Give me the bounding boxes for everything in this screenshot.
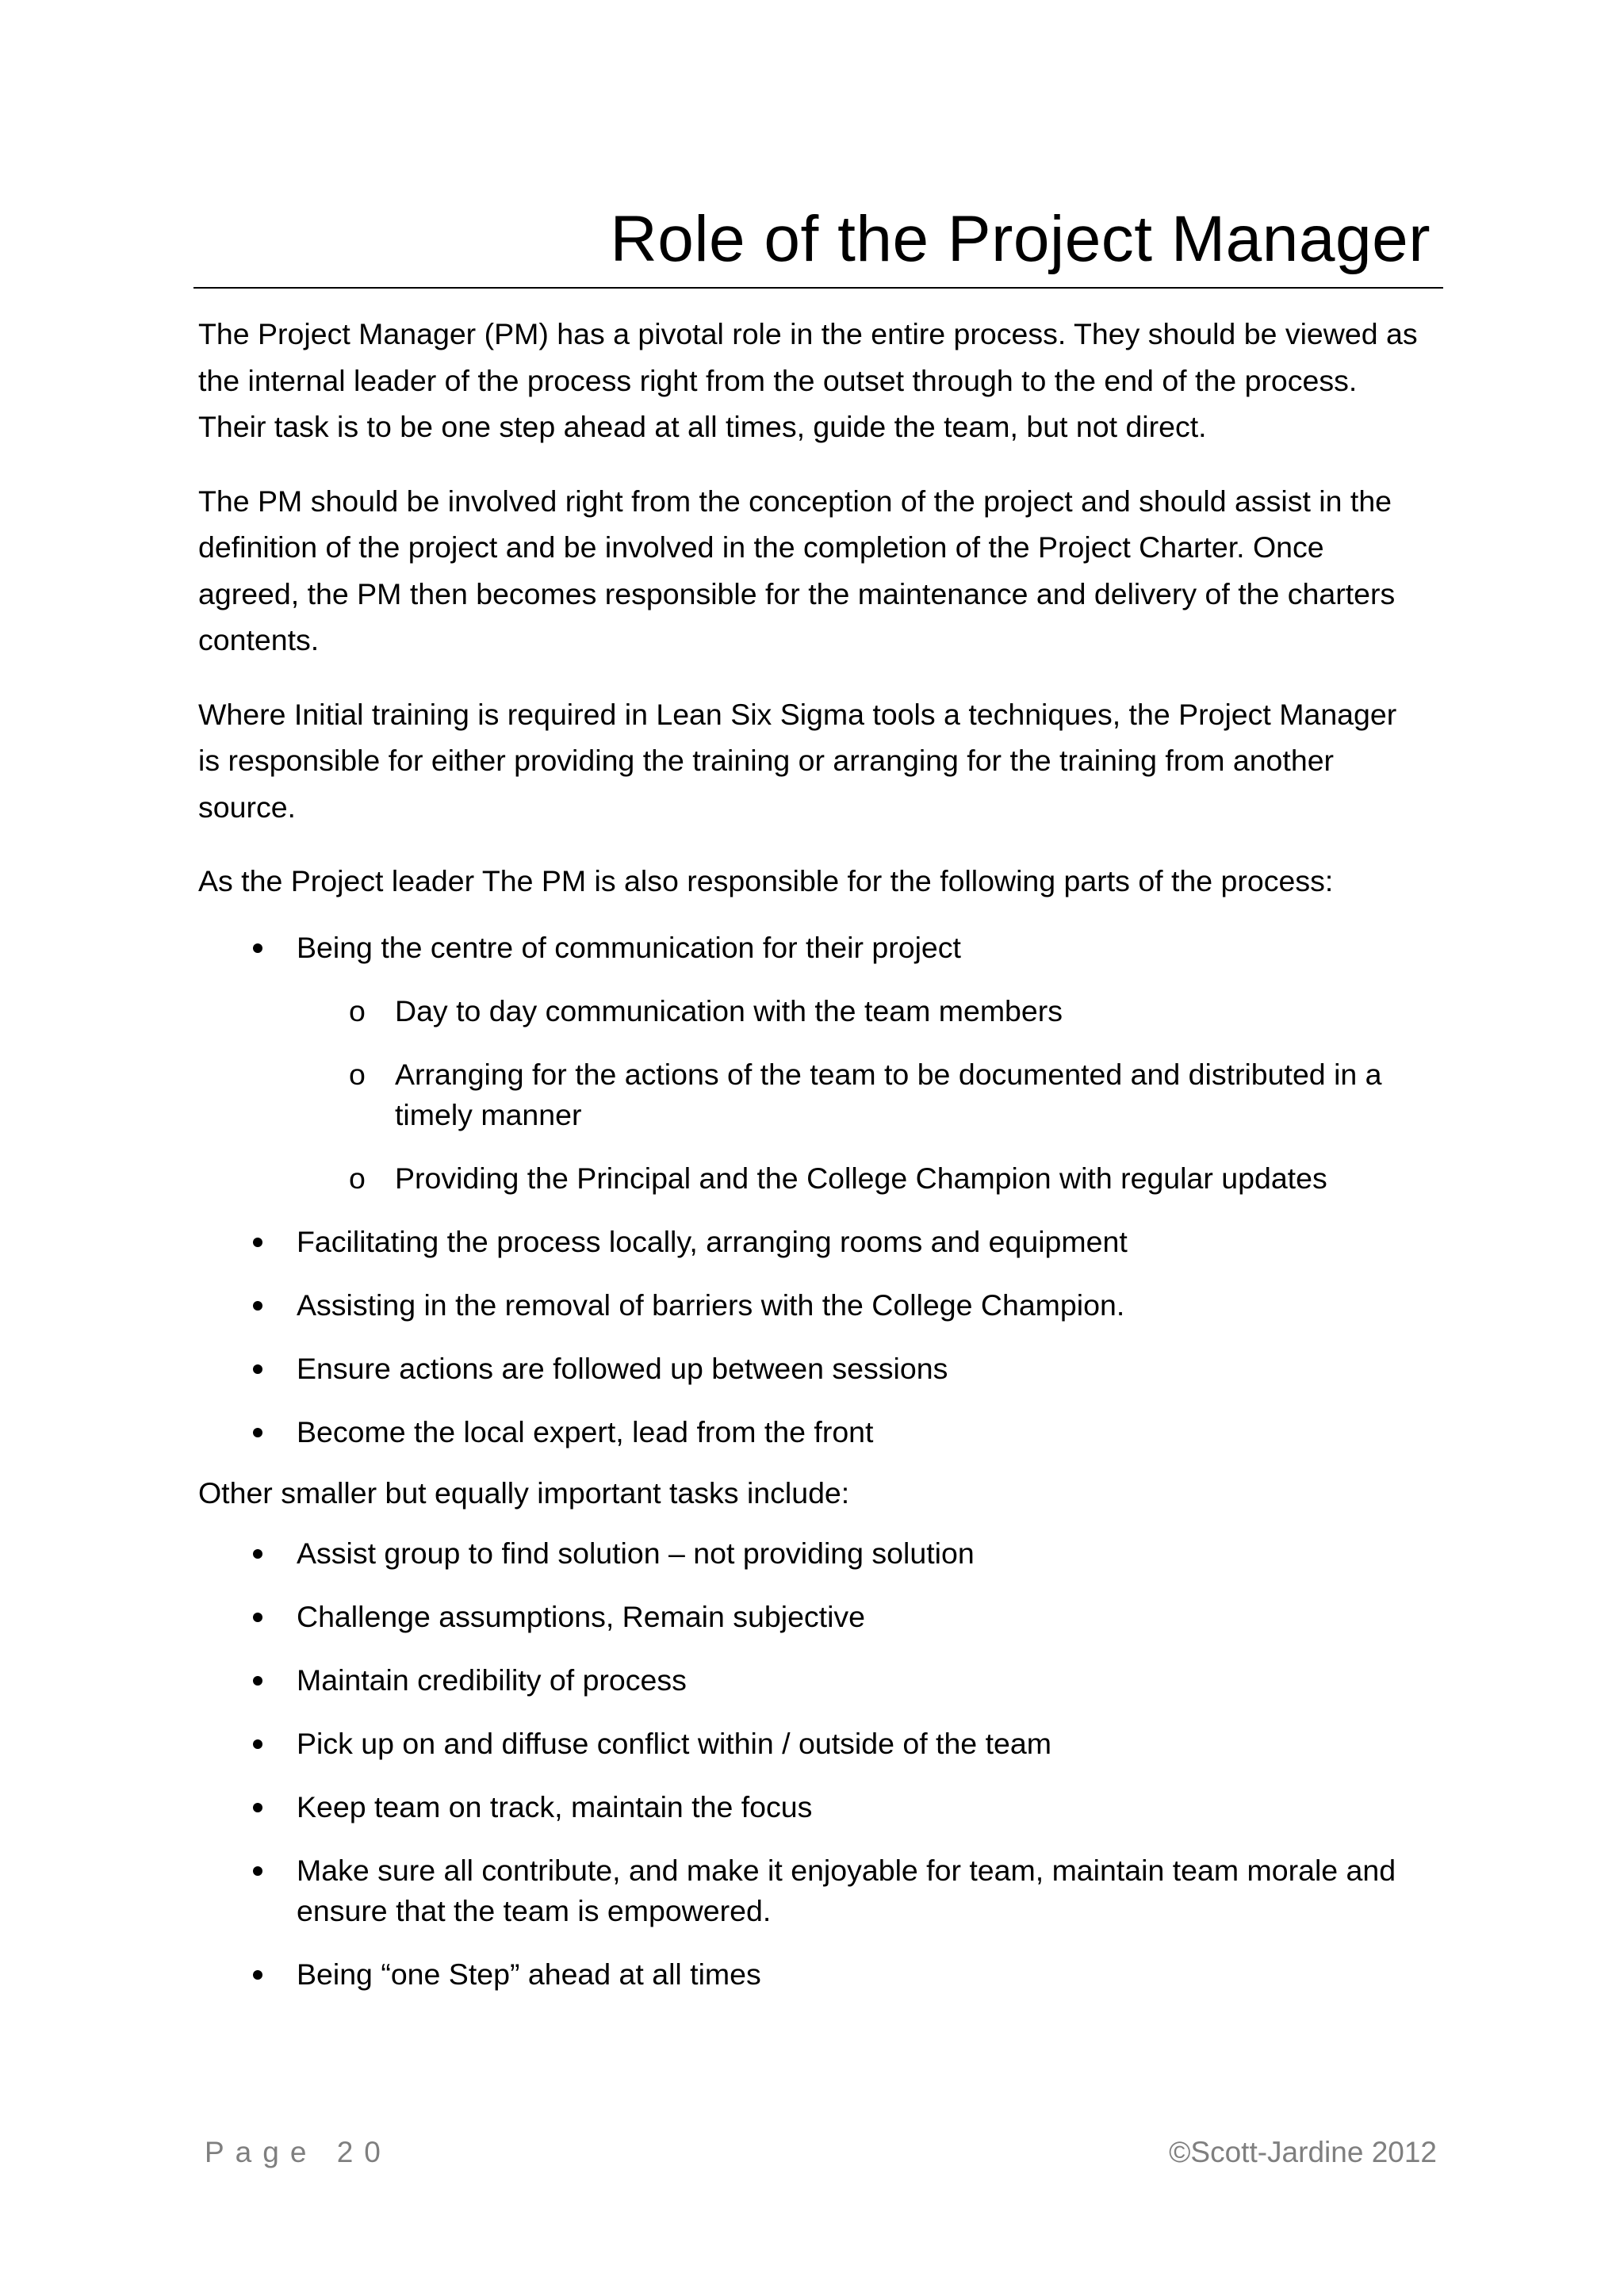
bullet-icon	[253, 1549, 262, 1559]
paragraph-responsibilities: As the Project leader The PM is also responsible for the following parts of the process:	[198, 864, 1334, 897]
body-content	[198, 311, 1451, 2018]
paragraph-involvement: The PM should be involved right from the conception of the project and should assist in the definition of the project and be involved in the completion of the Project Charter. Once agreed, the PM then becomes responsible for the maintenance and delivery of the charters contents.	[198, 484, 1396, 656]
paragraph-training: Where Initial training is required in Lean Six Sigma tools a techniques, the Project Manager is responsible for either providing the training or arranging for the training from another source.	[198, 697, 1397, 824]
list-item: Keep team on track, maintain the focus	[198, 1787, 1451, 1827]
sublist-item: o Arranging for the actions of the team to be documented and distributed in a timely manner	[198, 1054, 1451, 1135]
paragraph-other-tasks: Other smaller but equally important tasks include:	[198, 1475, 850, 1510]
list-item: Facilitating the process locally, arranging rooms and equipment	[198, 1222, 1451, 1262]
list-item: Pick up on and diffuse conflict within / outside of the team	[198, 1724, 1451, 1764]
bullet-icon	[253, 1970, 262, 1980]
page-title: Role of the Project Manager	[610, 203, 1431, 275]
bullet-icon	[253, 1428, 262, 1437]
page-number: Page 20	[205, 2136, 392, 2168]
copyright-notice: ©Scott-Jardine 2012	[1169, 2136, 1437, 2168]
sublist-item: o Day to day communication with the team members	[198, 991, 1451, 1031]
responsibilities-list	[198, 928, 1451, 1452]
other-tasks-list	[198, 1533, 1451, 1995]
sublist-item: o Providing the Principal and the College Champion with regular updates	[198, 1158, 1451, 1199]
list-item: Assisting in the removal of barriers with the College Champion.	[198, 1285, 1451, 1326]
bullet-icon	[253, 1866, 262, 1876]
circle-bullet-icon: o	[349, 1161, 366, 1195]
list-item: Ensure actions are followed up between sessions	[198, 1349, 1451, 1389]
list-item: Maintain credibility of process	[198, 1660, 1451, 1701]
list-item: Being the centre of communication for their project o Day to day communication with the team members o Arranging for the actions of the team to be documented and distributed in a timely manner o Providing the Principal and the College Champion with regular updates	[198, 928, 1451, 1199]
list-item: Make sure all contribute, and make it enjoyable for team, maintain team morale and ensure that the team is empowered.	[198, 1850, 1451, 1931]
bullet-icon	[253, 1676, 262, 1686]
circle-bullet-icon: o	[349, 1057, 366, 1091]
bullet-icon	[253, 1364, 262, 1374]
bullet-icon	[253, 1238, 262, 1247]
bullet-icon	[253, 1739, 262, 1749]
circle-bullet-icon: o	[349, 993, 366, 1027]
list-item: Assist group to find solution – not providing solution	[198, 1533, 1451, 1574]
title-underline	[193, 287, 1443, 289]
list-item: Become the local expert, lead from the front	[198, 1412, 1451, 1452]
bullet-icon	[253, 943, 262, 953]
communication-sublist	[198, 991, 1451, 1199]
list-item: Being “one Step” ahead at all times	[198, 1954, 1451, 1995]
list-item: Challenge assumptions, Remain subjective	[198, 1597, 1451, 1637]
paragraph-intro: The Project Manager (PM) has a pivotal role in the entire process. They should be viewed as the internal leader of the process right from the outset through to the end of the process. Their task is to be one step ahead at all times, guide the team, but not direct.	[198, 317, 1418, 443]
bullet-icon	[253, 1301, 262, 1311]
bullet-icon	[253, 1613, 262, 1622]
bullet-icon	[253, 1803, 262, 1812]
